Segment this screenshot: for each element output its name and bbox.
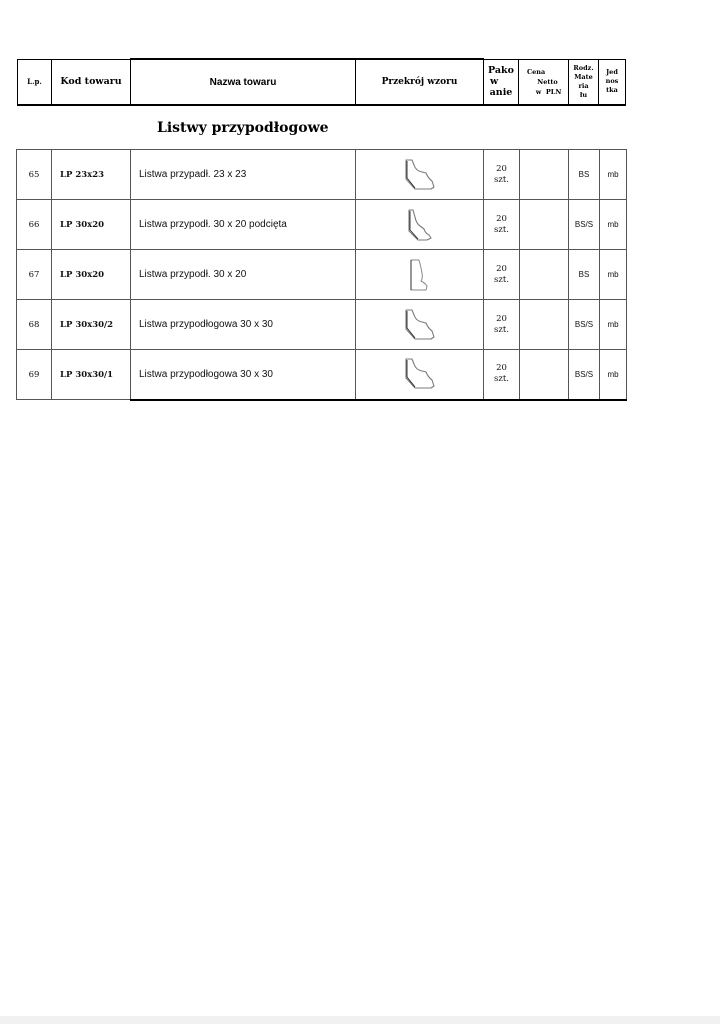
row-przekroj	[356, 200, 484, 250]
row-pakowanie	[484, 250, 520, 300]
row-kod-towaru: LP 30x30/1	[52, 350, 131, 400]
row-rodzaj-materialu: BS/S	[569, 200, 600, 250]
header-lp: L.p.	[18, 59, 52, 105]
header-table	[17, 58, 626, 106]
row-nazwa-towaru: Listwa przypodł. 30 x 20	[131, 250, 356, 300]
row-pakowanie-qty: 20	[496, 163, 507, 174]
header-jednostka	[599, 59, 626, 105]
row-rodzaj-materialu: BS/S	[569, 350, 600, 400]
header-rodzaj-line: ria	[578, 81, 589, 90]
row-pakowanie-unit: szt.	[494, 224, 509, 235]
row-nazwa-towaru: Listwa przypodłogowa 30 x 30	[131, 300, 356, 350]
row-kod-towaru: LP 30x30/2	[52, 300, 131, 350]
row-jednostka: mb	[600, 250, 627, 300]
header-cena-netto	[519, 59, 569, 105]
row-rodzaj-materialu: BS	[569, 250, 600, 300]
row-nazwa-towaru: Listwa przypodłogowa 30 x 30	[131, 350, 356, 400]
row-cena-netto	[520, 300, 569, 350]
row-rodzaj-materialu: BS/S	[569, 300, 600, 350]
product-table	[16, 149, 627, 401]
row-jednostka: mb	[600, 350, 627, 400]
header-rodzaj-line: łu	[579, 90, 588, 99]
header-cena-line: Netto	[537, 77, 558, 86]
row-nazwa-towaru: Listwa przypodł. 30 x 20 podcięta	[131, 200, 356, 250]
row-pakowanie-qty: 20	[496, 213, 507, 224]
row-pakowanie-unit: szt.	[494, 374, 509, 385]
row-pakowanie	[484, 150, 520, 200]
row-pakowanie	[484, 350, 520, 400]
row-cena-netto	[520, 200, 569, 250]
row-pakowanie-unit: szt.	[494, 274, 509, 285]
row-rodzaj-materialu: BS	[569, 150, 600, 200]
header-kod-towaru: Kod towaru	[52, 59, 131, 105]
row-pakowanie-qty: 20	[496, 363, 507, 374]
row-lp: 66	[17, 200, 52, 250]
header-cena-line: Cena	[527, 67, 546, 76]
header-pakowanie-line: Pako	[488, 65, 514, 77]
row-jednostka: mb	[600, 300, 627, 350]
row-lp: 67	[17, 250, 52, 300]
row-pakowanie	[484, 300, 520, 350]
page-bottom-edge	[0, 1016, 720, 1024]
table-row	[17, 300, 627, 350]
header-nazwa-towaru: Nazwa towaru	[131, 59, 356, 105]
row-kod-towaru: LP 23x23	[52, 150, 131, 200]
row-kod-towaru: LP 30x20	[52, 250, 131, 300]
row-lp: 69	[17, 350, 52, 400]
undercut-profile-icon	[356, 207, 483, 243]
cove-profile-icon	[356, 157, 483, 193]
row-przekroj	[356, 350, 484, 400]
row-cena-netto	[520, 350, 569, 400]
header-pakowanie-line: anie	[489, 87, 513, 99]
row-pakowanie	[484, 200, 520, 250]
cove-profile-icon	[356, 356, 483, 392]
row-jednostka: mb	[600, 200, 627, 250]
row-pakowanie-unit: szt.	[494, 324, 509, 335]
row-lp: 68	[17, 300, 52, 350]
header-jednostka-line: Jed	[606, 68, 618, 77]
table-row	[17, 350, 627, 400]
row-pakowanie-unit: szt.	[494, 174, 509, 185]
ogee-profile-icon	[356, 257, 483, 293]
header-rodzaj-materialu	[569, 59, 599, 105]
table-row	[17, 250, 627, 300]
row-przekroj	[356, 250, 484, 300]
row-pakowanie-qty: 20	[496, 263, 507, 274]
cove-profile-icon	[356, 307, 483, 343]
table-row	[17, 200, 627, 250]
table-row	[17, 150, 627, 200]
header-pakowanie	[484, 59, 519, 105]
row-kod-towaru: LP 30x20	[52, 200, 131, 250]
row-lp: 65	[17, 150, 52, 200]
row-pakowanie-qty: 20	[496, 313, 507, 324]
header-cena-line: w PLN	[535, 87, 562, 96]
section-title: Listwy przypodłogowe	[157, 120, 329, 136]
row-jednostka: mb	[600, 150, 627, 200]
header-przekroj-wzoru: Przekrój wzoru	[356, 59, 484, 105]
header-rodzaj-line: Rodz.	[573, 63, 594, 72]
header-jednostka-line: tka	[606, 86, 618, 95]
row-przekroj	[356, 300, 484, 350]
header-jednostka-line: nos	[605, 77, 619, 86]
row-cena-netto	[520, 250, 569, 300]
row-nazwa-towaru: Listwa przypadł. 23 x 23	[131, 150, 356, 200]
row-cena-netto	[520, 150, 569, 200]
header-pakowanie-line: w	[490, 76, 499, 88]
row-przekroj	[356, 150, 484, 200]
header-rodzaj-line: Mate	[574, 72, 593, 81]
